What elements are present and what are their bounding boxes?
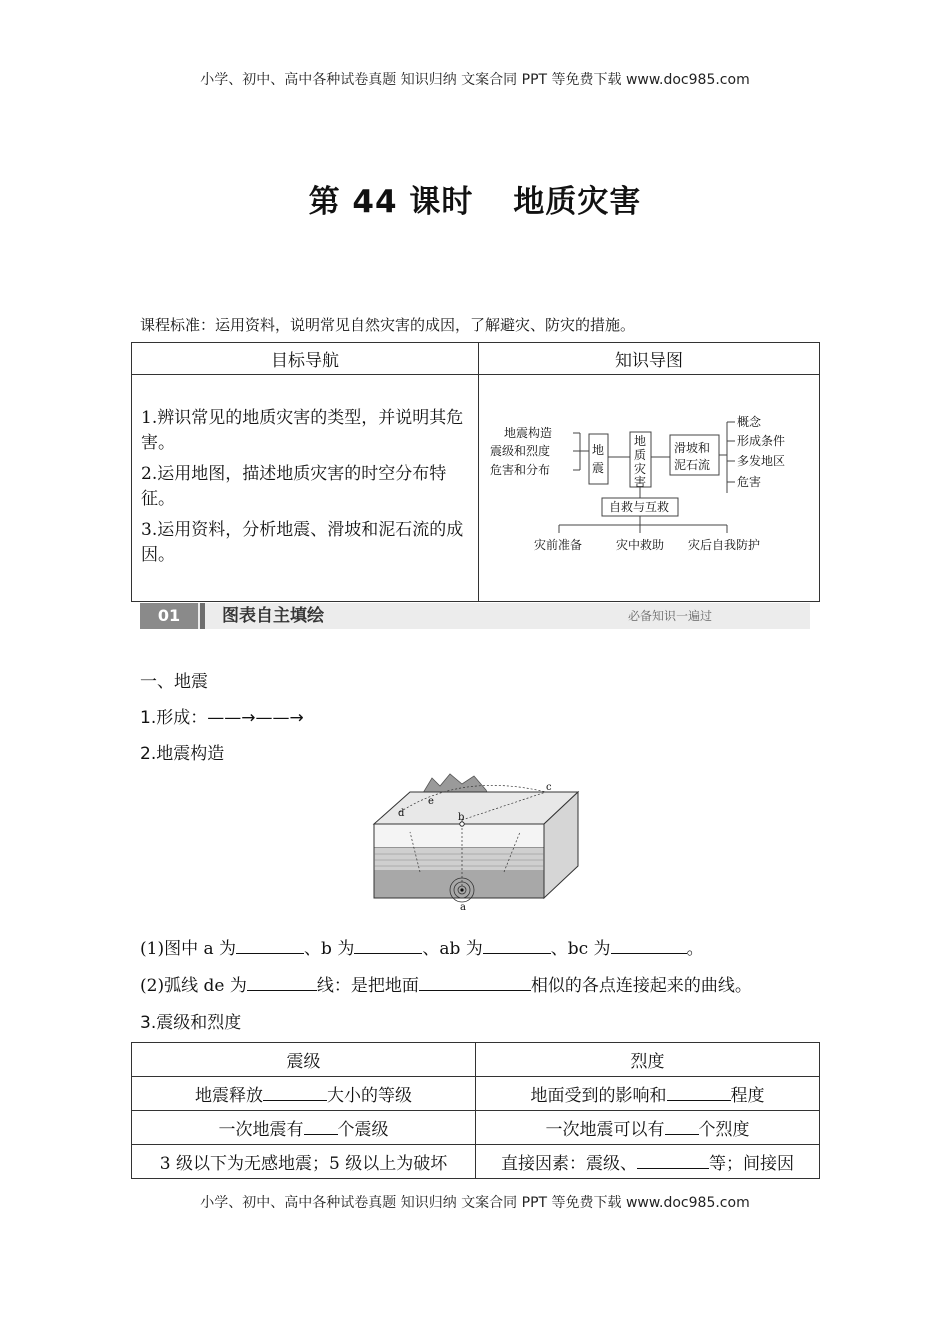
page-title — [0, 176, 950, 221]
label-d: d — [398, 808, 405, 819]
label-a: a — [460, 902, 466, 912]
goal-item: 3.运用资料，分析地震、滑坡和泥石流的成因。 — [141, 520, 464, 565]
section-title: 一、地震 — [140, 672, 208, 692]
banner-number: 01 — [140, 603, 198, 629]
lesson-topic: 地质灾害 — [513, 184, 642, 220]
question-1: (1)图中 a 为 、b 为 、ab 为 、bc 为 。 — [140, 939, 704, 959]
mindmap-center-4: 害 — [634, 475, 647, 489]
goal-item: 2.运用地图，描述地质灾害的时空分布特征。 — [141, 464, 447, 509]
answer-blank[interactable] — [667, 1086, 731, 1101]
table-cell: 一次地震可以有 个烈度 — [476, 1111, 820, 1145]
mindmap-right-item: 多发地区 — [737, 454, 786, 468]
mindmap-earthquake-1: 地 — [592, 443, 605, 457]
mindmap-left-item: 危害和分布 — [490, 463, 551, 477]
answer-blank[interactable] — [483, 939, 551, 954]
answer-blank[interactable] — [665, 1120, 699, 1135]
mindmap-landslide-1: 滑坡和 — [674, 441, 711, 455]
answer-blank[interactable] — [236, 939, 304, 954]
mindmap-bottom-item: 灾前准备 — [534, 538, 583, 552]
intensity-header: 烈度 — [476, 1043, 820, 1077]
goal-item: 1.辨识常见的地质灾害的类型，并说明其危害。 — [141, 408, 464, 453]
banner-divider — [200, 603, 205, 629]
table-cell: 地面受到的影响和 程度 — [476, 1077, 820, 1111]
answer-blank[interactable] — [304, 1120, 338, 1135]
mindmap-right-item: 形成条件 — [737, 434, 786, 448]
table-cell: 一次地震有 个震级 — [132, 1111, 476, 1145]
banner-tag: 必备知识一遍过 — [627, 609, 712, 623]
mindmap-bottom-item: 灾中救助 — [616, 538, 665, 552]
label-e: e — [428, 796, 434, 807]
item-magnitude: 3.震级和烈度 — [140, 1013, 242, 1033]
banner-title: 图表自主填绘 — [222, 606, 324, 626]
answer-blank[interactable] — [419, 976, 531, 991]
mindmap-header: 知识导图 — [479, 343, 820, 375]
mindmap-bottom-item: 灾后自我防护 — [688, 538, 761, 552]
magnitude-header: 震级 — [132, 1043, 476, 1077]
label-c: c — [546, 782, 552, 793]
curriculum-standard: 课程标准：运用资料，说明常见自然灾害的成因，了解避灾、防灾的措施。 — [140, 316, 636, 334]
table-cell: 地震释放 大小的等级 — [132, 1077, 476, 1111]
page-footer: 小学、初中、高中各种试卷真题 知识归纳 文案合同 PPT 等免费下载 www.doc985.com — [200, 1195, 750, 1211]
label-b: b — [458, 812, 465, 823]
section-banner — [140, 603, 810, 629]
answer-blank[interactable] — [354, 939, 422, 954]
item-structure: 2.地震构造 — [140, 744, 225, 764]
answer-blank[interactable] — [247, 976, 317, 991]
mindmap-cell — [479, 375, 820, 602]
mindmap-left-item: 地震构造 — [504, 426, 553, 440]
mindmap-landslide-2: 泥石流 — [674, 458, 711, 472]
mindmap-right-item: 危害 — [737, 475, 762, 489]
answer-blank[interactable] — [263, 1086, 327, 1101]
mindmap-left-item: 震级和烈度 — [490, 444, 551, 458]
mindmap-center-1: 地 — [634, 434, 647, 448]
lesson-number: 第 44 课时 — [308, 184, 474, 220]
goals-header: 目标导航 — [132, 343, 479, 375]
knowledge-mindmap — [479, 375, 818, 601]
mindmap-center-3: 灾 — [634, 462, 647, 476]
mindmap-right-item: 概念 — [737, 415, 762, 429]
page-header: 小学、初中、高中各种试卷真题 知识归纳 文案合同 PPT 等免费下载 www.doc985.com — [200, 72, 750, 88]
guide-table — [131, 342, 820, 602]
question-2: (2)弧线 de 为 线：是把地面 相似的各点连接起来的曲线。 — [140, 976, 752, 996]
goals-cell — [132, 375, 479, 602]
item-formation: 1.形成：——→——→ — [140, 708, 304, 728]
earthquake-structure-diagram — [370, 772, 582, 912]
mindmap-earthquake-2: 震 — [592, 461, 605, 475]
magnitude-table — [131, 1042, 820, 1179]
mindmap-rescue: 自救与互救 — [609, 500, 670, 514]
answer-blank[interactable] — [611, 939, 687, 954]
table-cell: 直接因素：震级、 等；间接因 — [476, 1145, 820, 1179]
table-cell: 3 级以下为无感地震；5 级以上为破坏 — [132, 1145, 476, 1179]
answer-blank[interactable] — [637, 1154, 709, 1169]
mindmap-center-2: 质 — [634, 448, 647, 462]
